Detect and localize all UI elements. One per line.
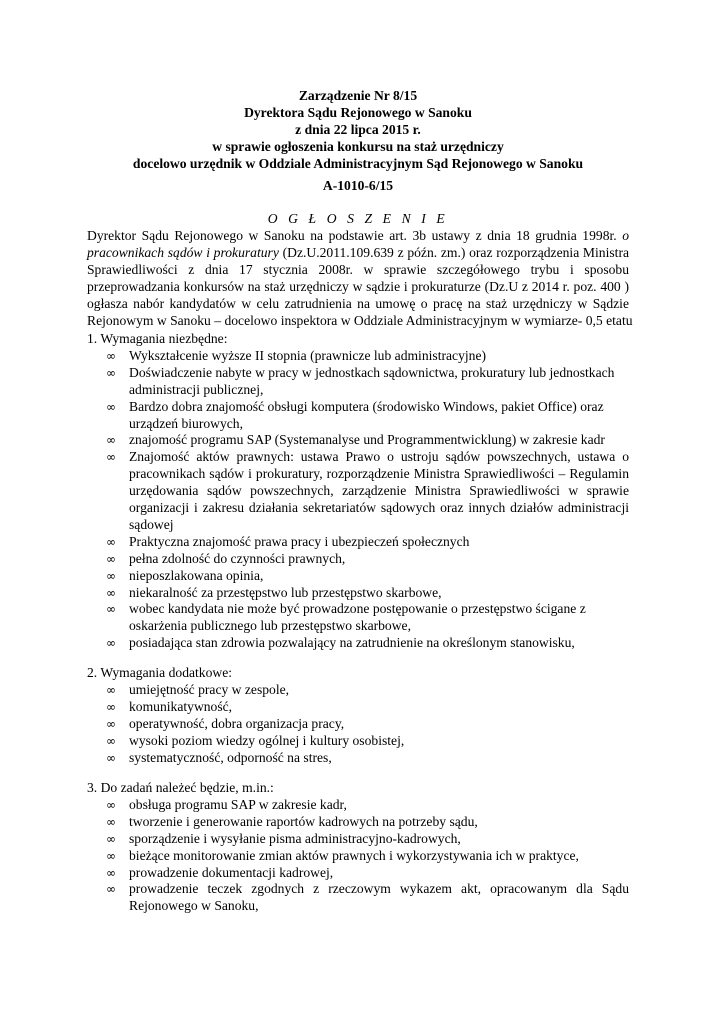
list-item: ∞ Bardzo dobra znajomość obsługi komputera (środowisko Windows, pakiet Office) oraz urządzeń biurowych, bbox=[106, 398, 604, 431]
list-item: ∞ posiadająca stan zdrowia pozwalający na zatrudnienie na określonym stanowisku, bbox=[106, 635, 575, 651]
list-item: ∞ Znajomość aktów prawnych: ustawa Prawo o ustroju sądów powszechnych, ustawa o pracownikach sądów i prokuratury, rozporządzenie Ministra Sprawiedliwości – Regulamin urzędowania sądów powszechnych, zarządzenie Ministra Sprawiedliwości w sprawie organizacji i zakresu działania sekretariatów sądowych oraz innych działów administracji sądowej bbox=[106, 449, 629, 532]
list-item: ∞ niekaralność za przestępstwo lub przestępstwo skarbowe, bbox=[106, 584, 442, 600]
section-title: 3. Do zadań należeć będzie, m.in.: bbox=[87, 780, 274, 795]
announcement-title: O G Ł O S Z E N I E bbox=[267, 211, 449, 226]
bullet-icon: ∞ bbox=[106, 716, 116, 731]
bullet-icon: ∞ bbox=[106, 882, 116, 897]
bullet-icon: ∞ bbox=[106, 797, 116, 812]
announcement-paragraph bbox=[87, 228, 633, 329]
required-list bbox=[87, 348, 629, 652]
order-subject: w sprawie ogłoszenia konkursu na staż urzędniczy bbox=[212, 138, 504, 154]
order-heading bbox=[87, 88, 629, 173]
list-item: ∞ Wykształcenie wyższe II stopnia (prawnicze lub administracyjne) bbox=[106, 347, 487, 363]
paragraph-line: Rejonowym w Sanoku – docelowo inspektora w Oddziale Administracyjnym w wymiarze- 0,5 etatu bbox=[87, 312, 633, 328]
order-subject-position: docelowo urzędnik w Oddziale Administracyjnym Sąd Rejonowego w Sanoku bbox=[132, 155, 584, 171]
paragraph-line: Sprawiedliwości z dnia 17 stycznia 2008r. w sprawie szczegółowego trybu i sposobu bbox=[87, 261, 629, 277]
list-item: ∞ umiejętność pracy w zespole, bbox=[106, 681, 290, 697]
order-number: Zarządzenie Nr 8/15 bbox=[298, 88, 418, 103]
bullet-icon: ∞ bbox=[106, 602, 116, 617]
bullet-icon: ∞ bbox=[106, 551, 116, 566]
bullet-icon: ∞ bbox=[106, 450, 116, 465]
bullet-icon: ∞ bbox=[106, 682, 116, 697]
bullet-icon: ∞ bbox=[106, 733, 116, 748]
order-date: z dnia 22 lipca 2015 r. bbox=[295, 121, 421, 137]
bullet-icon: ∞ bbox=[106, 848, 116, 863]
bullet-icon: ∞ bbox=[106, 750, 116, 765]
list-item: ∞ bieżące monitorowanie zmian aktów prawnych i wykorzystywania ich w praktyce, bbox=[106, 847, 579, 863]
list-item: ∞ nieposzlakowana opinia, bbox=[106, 567, 264, 583]
duties-list bbox=[87, 797, 629, 915]
list-item: ∞ pełna zdolność do czynności prawnych, bbox=[106, 550, 346, 566]
section-duties bbox=[87, 780, 629, 915]
bullet-icon: ∞ bbox=[106, 568, 116, 583]
additional-list bbox=[87, 682, 629, 767]
bullet-icon: ∞ bbox=[106, 699, 116, 714]
list-item: ∞ prowadzenie dokumentacji kadrowej, bbox=[106, 864, 334, 880]
bullet-icon: ∞ bbox=[106, 433, 116, 448]
section-title: 2. Wymagania dodatkowe: bbox=[87, 665, 233, 680]
paragraph-line: ogłasza nabór kandydatów w celu zatrudnienia na umowę o pracę na staż urzędniczy w Sądzie bbox=[87, 295, 629, 311]
section-additional bbox=[87, 665, 629, 766]
list-item: ∞ wysoki poziom wiedzy ogólnej i kultury osobistej, bbox=[106, 732, 405, 748]
bullet-icon: ∞ bbox=[106, 865, 116, 880]
list-item: ∞ wobec kandydata nie może być prowadzone postępowanie o przestępstwo ścigane z oskarżenia publicznego lub przestępstwo skarbowe, bbox=[106, 601, 586, 634]
list-item: ∞ komunikatywność, bbox=[106, 698, 233, 714]
bullet-icon: ∞ bbox=[106, 831, 116, 846]
paragraph-line: Dyrektor Sądu Rejonowego w Sanoku na podstawie art. 3b ustawy z dnia 18 grudnia 1998r. o bbox=[87, 228, 629, 243]
section-required bbox=[87, 331, 629, 652]
bullet-icon: ∞ bbox=[106, 585, 116, 600]
reference-number: A-1010-6/15 bbox=[322, 178, 394, 193]
bullet-icon: ∞ bbox=[106, 534, 116, 549]
bullet-icon: ∞ bbox=[106, 365, 116, 380]
list-item: ∞ sporządzenie i wysyłanie pisma administracyjno-kadrowych, bbox=[106, 830, 461, 846]
bullet-icon: ∞ bbox=[106, 348, 116, 363]
bullet-icon: ∞ bbox=[106, 636, 116, 651]
list-item: ∞ obsługa programu SAP w zakresie kadr, bbox=[106, 796, 347, 812]
order-issuer: Dyrektora Sądu Rejonowego w Sanoku bbox=[244, 104, 472, 120]
list-item: ∞ prowadzenie teczek zgodnych z rzeczowym wykazem akt, opracowanym dla Sądu Rejonowego w Sanoku, bbox=[106, 881, 629, 914]
section-title: 1. Wymagania niezbędne: bbox=[87, 331, 228, 346]
list-item: ∞ znajomość programu SAP (Systemanalyse und Programmentwicklung) w zakresie kadr bbox=[106, 432, 605, 448]
list-item: ∞ systematyczność, odporność na stres, bbox=[106, 749, 332, 765]
bullet-icon: ∞ bbox=[106, 399, 116, 414]
list-item: ∞ Doświadczenie nabyte w pracy w jednostkach sądownictwa, prokuratury lub jednostkach administracji publicznej, bbox=[106, 364, 615, 397]
paragraph-line: pracownikach sądów i prokuratury (Dz.U.2011.109.639 z późn. zm.) oraz rozporządzenia Ministra bbox=[87, 244, 630, 260]
list-item: ∞ tworzenie i generowanie raportów kadrowych na potrzeby sądu, bbox=[106, 813, 478, 829]
paragraph-line: przeprowadzania konkursów na staż urzędniczy w sądzie i prokuraturze (Dz.U z 2014 r. poz. 400 ) bbox=[87, 278, 629, 294]
list-item: ∞ operatywność, dobra organizacja pracy, bbox=[106, 715, 345, 731]
bullet-icon: ∞ bbox=[106, 814, 116, 829]
list-item: ∞ Praktyczna znajomość prawa pracy i ubezpieczeń społecznych bbox=[106, 533, 470, 549]
